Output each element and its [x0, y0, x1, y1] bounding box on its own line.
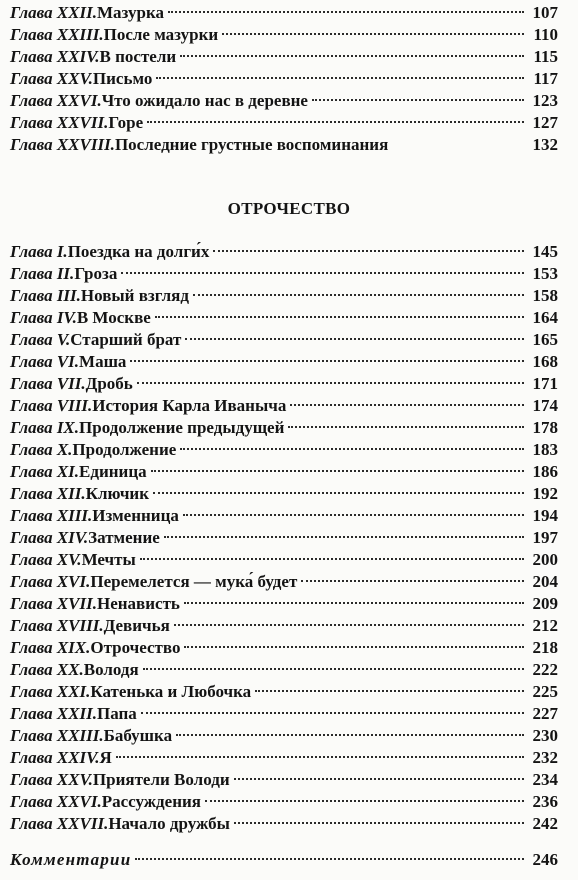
toc-entry[interactable]	[10, 747, 558, 769]
dot-leader	[222, 32, 524, 35]
chapter-title: Продолжение предыдущей	[79, 418, 285, 437]
toc-entry[interactable]	[10, 2, 558, 24]
chapter-number: Глава XXV.	[10, 69, 93, 88]
chapter-number: Глава XXVI.	[10, 91, 102, 110]
page-number: 197	[532, 528, 558, 547]
page-number: 168	[532, 352, 558, 371]
chapter-number: Глава XIX.	[10, 638, 91, 657]
dot-leader	[137, 381, 524, 384]
chapter-title: Ненависть	[96, 594, 180, 613]
page-number: 164	[532, 308, 558, 327]
chapter-number: Глава XIV.	[10, 528, 89, 547]
toc-entry[interactable]	[10, 813, 558, 835]
chapter-title: Володя	[83, 660, 139, 679]
page-number: 234	[532, 770, 558, 789]
chapter-title: Рассуждения	[101, 792, 201, 811]
toc-entry[interactable]	[10, 395, 558, 417]
dot-leader	[288, 425, 524, 428]
dot-leader	[176, 733, 524, 736]
page-number: 236	[532, 792, 558, 811]
chapter-number: Глава XXV.	[10, 770, 93, 789]
toc-entry[interactable]	[10, 791, 558, 813]
dot-leader	[234, 821, 524, 824]
chapter-title: Продолжение	[72, 440, 177, 459]
toc-entry[interactable]	[10, 725, 558, 747]
page-number: 183	[532, 440, 558, 459]
page-number: 209	[532, 594, 558, 613]
page-number: 204	[532, 572, 558, 591]
toc-entry[interactable]	[10, 527, 558, 549]
chapter-title: Изменница	[92, 506, 179, 525]
toc-list-childhood	[10, 2, 558, 156]
chapter-title: Я	[99, 748, 112, 767]
toc-entry[interactable]	[10, 637, 558, 659]
dot-leader	[183, 513, 524, 516]
section-title: ОТРОЧЕСТВО	[227, 199, 351, 218]
toc-entry[interactable]	[10, 549, 558, 571]
dot-leader	[312, 98, 524, 101]
toc-entry-comments[interactable]	[10, 849, 558, 871]
toc-entry[interactable]	[10, 307, 558, 329]
dot-leader	[153, 491, 524, 494]
chapter-number: Глава VII.	[10, 374, 86, 393]
page-number: 212	[532, 616, 558, 635]
toc-entry[interactable]	[10, 24, 558, 46]
comments-page-number: 246	[532, 850, 558, 869]
chapter-number: Глава X.	[10, 440, 73, 459]
page-number: 178	[532, 418, 558, 437]
chapter-title: Что ожидало нас в деревне	[101, 91, 308, 110]
toc-entry[interactable]	[10, 285, 558, 307]
chapter-number: Глава XVII.	[10, 594, 97, 613]
toc-entry[interactable]	[10, 769, 558, 791]
chapter-title: Письмо	[92, 69, 153, 88]
page-number: 200	[532, 550, 558, 569]
dot-leader	[193, 293, 524, 296]
toc-entry[interactable]	[10, 68, 558, 90]
page-number: 174	[532, 396, 558, 415]
chapter-number: Глава XXIV.	[10, 748, 100, 767]
page-number: 225	[532, 682, 558, 701]
dot-leader	[168, 10, 524, 13]
chapter-number: Глава XIII.	[10, 506, 93, 525]
toc-entry[interactable]	[10, 241, 558, 263]
chapter-number: Глава XXVII.	[10, 814, 109, 833]
chapter-title: Затмение	[88, 528, 160, 547]
chapter-number: Глава XXII.	[10, 3, 97, 22]
dot-leader	[185, 337, 524, 340]
dot-leader	[290, 403, 524, 406]
dot-leader	[180, 447, 524, 450]
dot-leader	[392, 144, 524, 145]
toc-entry[interactable]	[10, 593, 558, 615]
page-number: 107	[532, 3, 558, 22]
dot-leader	[213, 249, 524, 252]
chapter-title: Единица	[79, 462, 147, 481]
toc-list-boyhood	[10, 241, 558, 835]
dot-leader	[255, 689, 524, 692]
chapter-number: Глава XVI.	[10, 572, 91, 591]
chapter-number: Глава XXII.	[10, 704, 97, 723]
chapter-title: Последние грустные воспоминания	[114, 135, 389, 154]
dot-leader	[184, 645, 524, 648]
chapter-number: Глава VIII.	[10, 396, 93, 415]
dot-leader	[143, 667, 524, 670]
chapter-title: Начало дружбы	[108, 814, 230, 833]
chapter-number: Глава II.	[10, 264, 75, 283]
chapter-title: Гроза	[74, 264, 118, 283]
toc-entry[interactable]	[10, 46, 558, 68]
chapter-number: Глава XXVI.	[10, 792, 102, 811]
chapter-title: Горе	[108, 113, 144, 132]
chapter-title: Девичья	[103, 616, 170, 635]
dot-leader	[301, 579, 524, 582]
dot-leader	[156, 76, 524, 79]
dot-leader	[164, 535, 524, 538]
chapter-number: Глава V.	[10, 330, 71, 349]
toc-entry[interactable]	[10, 351, 558, 373]
chapter-title: Маша	[79, 352, 127, 371]
chapter-title: В Москве	[76, 308, 151, 327]
toc-entry[interactable]	[10, 571, 558, 593]
chapter-number: Глава III.	[10, 286, 81, 305]
toc-entry[interactable]	[10, 461, 558, 483]
chapter-title: Перемелется — мука́ будет	[90, 572, 298, 591]
toc-entry[interactable]	[10, 112, 558, 134]
page-number: 171	[532, 374, 558, 393]
chapter-number: Глава IX.	[10, 418, 80, 437]
chapter-title: Папа	[96, 704, 137, 723]
comments-label: Комментарии	[10, 850, 132, 869]
toc-entry[interactable]	[10, 134, 558, 156]
dot-leader	[147, 120, 524, 123]
dot-leader	[116, 755, 524, 758]
chapter-number: Глава VI.	[10, 352, 80, 371]
page-number: 165	[532, 330, 558, 349]
chapter-number: Глава IV.	[10, 308, 77, 327]
page-number: 145	[532, 242, 558, 261]
dot-leader	[130, 359, 524, 362]
page-number: 132	[532, 135, 558, 154]
chapter-number: Глава XXVIII.	[10, 135, 115, 154]
chapter-number: Глава XXI.	[10, 682, 91, 701]
page-number: 230	[532, 726, 558, 745]
chapter-number: Глава I.	[10, 242, 68, 261]
chapter-title: Мечты	[81, 550, 136, 569]
page-number: 110	[533, 25, 558, 44]
page-number: 115	[533, 47, 558, 66]
dot-leader	[151, 469, 524, 472]
dot-leader	[234, 777, 524, 780]
toc-entry[interactable]	[10, 417, 558, 439]
chapter-number: Глава XXVII.	[10, 113, 109, 132]
toc-entry[interactable]	[10, 659, 558, 681]
toc-entry[interactable]	[10, 483, 558, 505]
toc-entry[interactable]	[10, 681, 558, 703]
chapter-number: Глава XVIII.	[10, 616, 104, 635]
toc-entry[interactable]	[10, 615, 558, 637]
chapter-title: Новый взгляд	[80, 286, 189, 305]
chapter-title: После мазурки	[103, 25, 219, 44]
chapter-title: В постели	[99, 47, 177, 66]
chapter-number: Глава XXIII.	[10, 25, 104, 44]
chapter-number: Глава XII.	[10, 484, 86, 503]
dot-leader	[155, 315, 524, 318]
page-number: 218	[532, 638, 558, 657]
toc-entry[interactable]	[10, 263, 558, 285]
dot-leader	[180, 54, 524, 57]
dot-leader	[121, 271, 524, 274]
chapter-number: Глава XX.	[10, 660, 84, 679]
chapter-title: Мазурка	[96, 3, 164, 22]
toc-entry[interactable]	[10, 373, 558, 395]
page-number: 123	[532, 91, 558, 110]
dot-leader	[184, 601, 524, 604]
dot-leader	[205, 799, 524, 802]
dot-leader	[141, 711, 524, 714]
page-number: 186	[532, 462, 558, 481]
chapter-number: Глава XXIII.	[10, 726, 104, 745]
chapter-number: Глава XXIV.	[10, 47, 100, 66]
toc-entry[interactable]	[10, 703, 558, 725]
page-number: 227	[532, 704, 558, 723]
chapter-title: Бабушка	[103, 726, 173, 745]
toc-entry[interactable]	[10, 329, 558, 351]
chapter-title: Дробь	[85, 374, 133, 393]
chapter-title: Ключик	[85, 484, 150, 503]
dot-leader	[140, 557, 524, 560]
dot-leader	[135, 857, 524, 860]
chapter-title: Приятели Володи	[92, 770, 230, 789]
chapter-number: Глава XI.	[10, 462, 80, 481]
page-number: 117	[533, 69, 558, 88]
page-number: 153	[532, 264, 558, 283]
chapter-number: Глава XV.	[10, 550, 82, 569]
toc-comments	[10, 849, 558, 871]
dot-leader	[174, 623, 524, 626]
toc-entry[interactable]	[10, 90, 558, 112]
page-number: 242	[532, 814, 558, 833]
page-number: 192	[532, 484, 558, 503]
page-number: 194	[532, 506, 558, 525]
chapter-title: Поездка на долги́х	[67, 242, 210, 261]
page-number: 127	[532, 113, 558, 132]
toc-entry[interactable]	[10, 439, 558, 461]
page-number: 158	[532, 286, 558, 305]
toc-entry[interactable]	[10, 505, 558, 527]
chapter-title: Катенька и Любочка	[90, 682, 252, 701]
page-number: 232	[532, 748, 558, 767]
chapter-title: Старший брат	[70, 330, 182, 349]
chapter-title: История Карла Иваныча	[92, 396, 287, 415]
chapter-title: Отрочество	[90, 638, 181, 657]
page-number: 222	[532, 660, 558, 679]
